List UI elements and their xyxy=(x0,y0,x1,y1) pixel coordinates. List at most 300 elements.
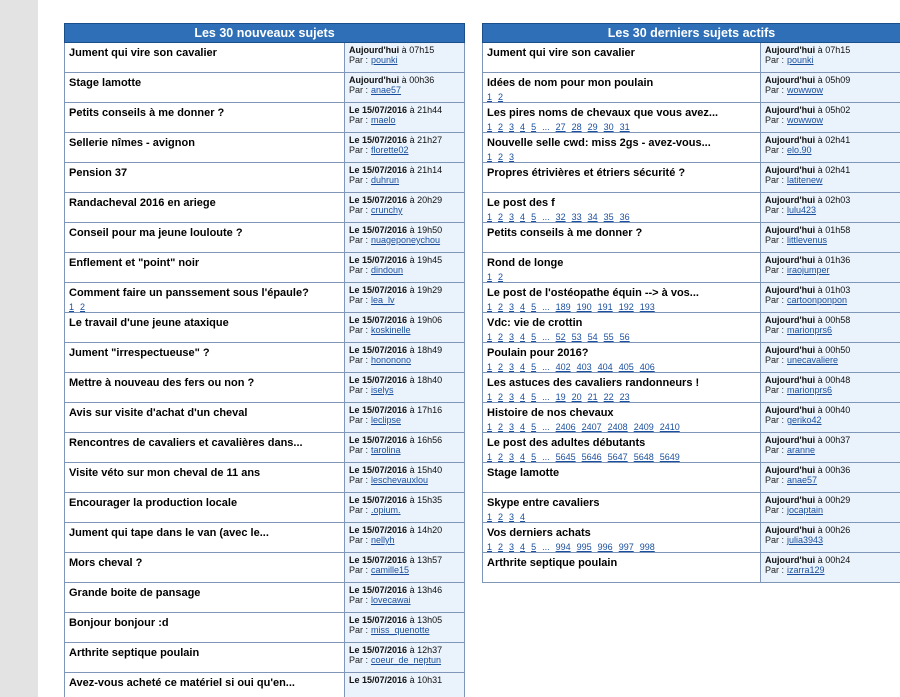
table-row xyxy=(483,403,900,433)
author-link[interactable]: lovecawai xyxy=(371,595,411,605)
author-link[interactable]: lea_lv xyxy=(371,295,395,305)
page-link[interactable]: 52 xyxy=(555,332,566,342)
page-link[interactable]: 2406 xyxy=(555,422,576,432)
page-link[interactable]: 998 xyxy=(639,542,655,552)
post-date: Le 15/07/2016 xyxy=(349,405,408,415)
topic-link[interactable]: Petits conseils à me donner ? xyxy=(487,227,643,239)
author-link[interactable]: koskinelle xyxy=(371,325,411,335)
active-topics-panel xyxy=(482,23,900,583)
table-row xyxy=(65,343,465,373)
topic-link[interactable]: Mors cheval ? xyxy=(69,557,143,569)
post-date-line xyxy=(765,315,900,325)
post-author-line xyxy=(349,175,464,185)
topic-link[interactable]: Poulain pour 2016? xyxy=(487,347,589,359)
page-link[interactable]: 3 xyxy=(509,512,515,522)
topic-link[interactable]: Vdc: vie de crottin xyxy=(487,317,583,329)
post-date: Le 15/07/2016 xyxy=(349,435,408,445)
page-link[interactable]: 29 xyxy=(587,122,598,132)
author-label: Par : xyxy=(349,415,369,425)
page-link[interactable]: 997 xyxy=(618,542,634,552)
page-link[interactable]: 1 xyxy=(487,152,493,162)
last-post-cell xyxy=(345,73,465,103)
page-link[interactable]: 1 xyxy=(487,512,493,522)
post-date: Aujourd'hui xyxy=(765,405,816,415)
table-row xyxy=(65,523,465,553)
page-link[interactable]: 403 xyxy=(576,362,592,372)
post-author-line xyxy=(765,505,900,515)
page-links xyxy=(487,422,756,432)
page-link[interactable]: 35 xyxy=(603,212,614,222)
author-link[interactable]: camille15 xyxy=(371,565,410,575)
page-link[interactable]: 2408 xyxy=(607,422,628,432)
post-date-line xyxy=(765,555,900,565)
topic-cell xyxy=(65,493,345,523)
author-link[interactable]: cartoonponpon xyxy=(787,295,848,305)
page-link[interactable]: 4 xyxy=(520,512,526,522)
post-date-line xyxy=(765,135,900,145)
topic-link[interactable]: Conseil pour ma jeune louloute ? xyxy=(69,227,243,239)
page-link[interactable]: 5648 xyxy=(633,452,654,462)
topic-cell xyxy=(65,523,345,553)
author-link[interactable]: coeur_de_neptun xyxy=(371,655,442,665)
author-link[interactable]: marionprs6 xyxy=(787,385,833,395)
topic-link[interactable]: Rond de longe xyxy=(487,257,564,269)
page-link[interactable]: 3 xyxy=(509,452,515,462)
topic-link[interactable]: Stage lamotte xyxy=(487,467,560,479)
author-link[interactable]: iselys xyxy=(371,385,394,395)
page-link[interactable]: 22 xyxy=(603,392,614,402)
page-link[interactable]: 36 xyxy=(619,212,630,222)
author-label: Par : xyxy=(349,445,369,455)
page-link[interactable]: 2 xyxy=(498,302,504,312)
topic-link[interactable]: Grande boite de pansage xyxy=(69,587,201,599)
topic-link[interactable]: Petits conseils à me donner ? xyxy=(69,107,225,119)
author-link[interactable]: dindoun xyxy=(371,265,404,275)
author-link[interactable]: nuageponeychou xyxy=(371,235,441,245)
post-time: 20h29 xyxy=(417,195,443,205)
page-link[interactable]: 3 xyxy=(509,542,515,552)
table-row xyxy=(65,433,465,463)
topic-link[interactable]: Bonjour bonjour :d xyxy=(69,617,169,629)
page-link[interactable]: 1 xyxy=(487,392,493,402)
post-date-line xyxy=(765,375,900,385)
page-link[interactable]: 2 xyxy=(498,152,504,162)
topic-link[interactable]: Nouvelle selle cwd: miss 2gs - avez-vous... xyxy=(487,137,711,149)
topic-link[interactable]: Jument "irrespectueuse" ? xyxy=(69,347,210,359)
page-link[interactable]: 19 xyxy=(555,392,566,402)
author-link[interactable]: .opium. xyxy=(371,505,401,515)
page-link[interactable]: 53 xyxy=(571,332,582,342)
page-link[interactable]: 2 xyxy=(498,452,504,462)
page-link[interactable]: 32 xyxy=(555,212,566,222)
table-row xyxy=(65,313,465,343)
page-link[interactable]: 5 xyxy=(531,302,537,312)
page-link[interactable]: 56 xyxy=(619,332,630,342)
page-link[interactable]: 5 xyxy=(531,332,537,342)
page-link[interactable]: 5646 xyxy=(581,452,602,462)
topic-link[interactable]: Le post des adultes débutants xyxy=(487,437,646,449)
topic-link[interactable]: Le post des f xyxy=(487,197,555,209)
page-links xyxy=(69,302,340,312)
page-link[interactable]: 1 xyxy=(487,362,493,372)
topic-cell xyxy=(65,433,345,463)
topic-link[interactable]: Idées de nom pour mon poulain xyxy=(487,77,654,89)
page-link[interactable]: 994 xyxy=(555,542,571,552)
author-label: Par : xyxy=(349,655,369,665)
post-date-line xyxy=(349,375,464,385)
page-link[interactable]: 1 xyxy=(69,302,75,312)
author-link[interactable]: aranne xyxy=(787,445,816,455)
topic-link[interactable]: Sellerie nîmes - avignon xyxy=(69,137,195,149)
page-link[interactable]: 2 xyxy=(498,542,504,552)
post-time: 19h45 xyxy=(417,255,443,265)
post-time: 02h41 xyxy=(825,135,851,145)
topic-link[interactable]: Stage lamotte xyxy=(69,77,142,89)
author-link[interactable]: marionprs6 xyxy=(787,325,833,335)
topic-link[interactable]: Pension 37 xyxy=(69,167,128,179)
page-link[interactable]: 4 xyxy=(520,422,526,432)
post-date: Aujourd'hui xyxy=(765,315,816,325)
post-time: 16h56 xyxy=(417,435,443,445)
post-date-line xyxy=(765,525,900,535)
time-separator: à xyxy=(401,75,407,85)
post-date-line xyxy=(349,75,464,85)
author-link[interactable]: tarolina xyxy=(371,445,401,455)
post-author-line xyxy=(349,595,464,605)
post-time: 01h58 xyxy=(825,225,851,235)
post-author-line xyxy=(765,355,900,365)
post-author-line xyxy=(349,55,464,65)
author-link[interactable]: julia3943 xyxy=(787,535,824,545)
post-date-line xyxy=(765,45,900,55)
topic-link[interactable]: Propres étrivières et étriers sécurité ? xyxy=(487,167,686,179)
time-separator: à xyxy=(409,555,415,565)
topic-link[interactable]: Les astuces des cavaliers randonneurs ! xyxy=(487,377,700,389)
topic-link[interactable]: Le travail d'une jeune ataxique xyxy=(69,317,229,329)
topic-cell xyxy=(483,193,761,223)
author-label: Par : xyxy=(349,475,369,485)
author-link[interactable]: hononono xyxy=(371,355,412,365)
post-date-line xyxy=(765,435,900,445)
page-link[interactable]: 5 xyxy=(531,122,537,132)
topic-link[interactable]: Rencontres de cavaliers et cavalières dans... xyxy=(69,437,303,449)
page-link[interactable]: 5 xyxy=(531,212,537,222)
last-post-cell xyxy=(345,403,465,433)
page-link[interactable]: 4 xyxy=(520,332,526,342)
post-time: 21h27 xyxy=(417,135,443,145)
last-post-cell xyxy=(761,103,900,133)
page-link[interactable]: 190 xyxy=(576,302,592,312)
page-link[interactable]: 2409 xyxy=(633,422,654,432)
page-link[interactable]: 1 xyxy=(487,122,493,132)
topic-link[interactable]: Avis sur visite d'achat d'un cheval xyxy=(69,407,248,419)
page-link[interactable]: 5 xyxy=(531,452,537,462)
page-link[interactable]: 4 xyxy=(520,452,526,462)
page-link[interactable]: 4 xyxy=(520,542,526,552)
page-link[interactable]: 1 xyxy=(487,422,493,432)
time-separator: à xyxy=(409,105,415,115)
last-post-cell xyxy=(345,313,465,343)
topic-link[interactable]: Arthrite septique poulain xyxy=(487,557,618,569)
page-link[interactable]: 2 xyxy=(498,212,504,222)
author-label: Par : xyxy=(765,505,785,515)
time-separator: à xyxy=(409,525,415,535)
post-author-line xyxy=(349,145,464,155)
post-author-line xyxy=(349,265,464,275)
page-links xyxy=(487,452,756,462)
post-date-line xyxy=(765,225,900,235)
post-time: 10h31 xyxy=(417,675,443,685)
author-label: Par : xyxy=(349,235,369,245)
topic-link[interactable]: Skype entre cavaliers xyxy=(487,497,600,509)
page-link[interactable]: 4 xyxy=(520,362,526,372)
page-link[interactable]: 4 xyxy=(520,392,526,402)
author-link[interactable]: anae57 xyxy=(371,85,402,95)
table-row xyxy=(65,373,465,403)
topic-cell xyxy=(483,373,761,403)
author-link[interactable]: miss_quenotte xyxy=(371,625,430,635)
author-link[interactable]: littlevenus xyxy=(787,235,828,245)
page-link[interactable]: 2 xyxy=(498,362,504,372)
page-link[interactable]: 404 xyxy=(597,362,613,372)
page-link[interactable]: 2 xyxy=(498,92,504,102)
topic-link[interactable]: Jument qui tape dans le van (avec le... xyxy=(69,527,269,539)
author-label: Par : xyxy=(349,505,369,515)
page-link[interactable]: 3 xyxy=(509,392,515,402)
post-date-line xyxy=(765,285,900,295)
page-link[interactable]: 34 xyxy=(587,212,598,222)
page-link[interactable]: 193 xyxy=(639,302,655,312)
page-link[interactable]: 996 xyxy=(597,542,613,552)
author-link[interactable]: duhrun xyxy=(371,175,400,185)
topic-link[interactable]: Randacheval 2016 en ariege xyxy=(69,197,216,209)
post-date: Aujourd'hui xyxy=(765,225,816,235)
page-link[interactable]: 55 xyxy=(603,332,614,342)
page-link[interactable]: 2 xyxy=(80,302,86,312)
post-author-line xyxy=(765,565,900,575)
author-link[interactable]: leschevauxlou xyxy=(371,475,429,485)
page-link[interactable]: 2 xyxy=(498,122,504,132)
author-link[interactable]: florette02 xyxy=(371,145,409,155)
page-link[interactable]: 3 xyxy=(509,362,515,372)
post-date-line xyxy=(349,585,464,595)
table-row xyxy=(65,253,465,283)
page-link[interactable]: 23 xyxy=(619,392,630,402)
page-link[interactable]: 1 xyxy=(487,452,493,462)
page-link[interactable]: 3 xyxy=(509,302,515,312)
page-link[interactable]: 20 xyxy=(571,392,582,402)
page-link[interactable]: 5645 xyxy=(555,452,576,462)
page-link[interactable]: 1 xyxy=(487,92,493,102)
page-link[interactable]: 2 xyxy=(498,272,504,282)
time-separator: à xyxy=(817,285,823,295)
table-row xyxy=(483,343,900,373)
page-link[interactable]: 189 xyxy=(555,302,571,312)
author-link[interactable]: crunchy xyxy=(371,205,403,215)
post-date: Le 15/07/2016 xyxy=(349,555,408,565)
page-link[interactable]: 191 xyxy=(597,302,613,312)
page-link[interactable]: 3 xyxy=(509,212,515,222)
author-link[interactable]: latitenew xyxy=(787,175,823,185)
table-row xyxy=(483,133,900,163)
last-post-cell xyxy=(345,643,465,673)
author-link[interactable]: iraojumper xyxy=(787,265,830,275)
page-link[interactable]: 33 xyxy=(571,212,582,222)
page-link[interactable]: 2 xyxy=(498,392,504,402)
author-link[interactable]: anae57 xyxy=(787,475,818,485)
author-link[interactable]: maelo xyxy=(371,115,396,125)
post-author-line xyxy=(765,265,900,275)
topic-link[interactable]: Vos derniers achats xyxy=(487,527,591,539)
post-time: 02h03 xyxy=(825,195,851,205)
post-author-line xyxy=(349,355,464,365)
page-links xyxy=(487,362,756,372)
last-post-cell xyxy=(761,523,900,553)
time-separator: à xyxy=(817,135,823,145)
topic-link[interactable]: Visite véto sur mon cheval de 11 ans xyxy=(69,467,261,479)
page-link[interactable]: 28 xyxy=(571,122,582,132)
author-link[interactable]: leclipse xyxy=(371,415,402,425)
page-link[interactable]: 3 xyxy=(509,152,515,162)
author-link[interactable]: unecavaliere xyxy=(787,355,839,365)
time-separator: à xyxy=(409,135,415,145)
table-row xyxy=(483,373,900,403)
page-ellipsis: ... xyxy=(542,332,550,342)
author-label: Par : xyxy=(349,565,369,575)
page-link[interactable]: 5 xyxy=(531,542,537,552)
page-link[interactable]: 1 xyxy=(487,302,493,312)
time-separator: à xyxy=(409,315,415,325)
page-link[interactable]: 1 xyxy=(487,212,493,222)
page-link[interactable]: 402 xyxy=(555,362,571,372)
author-label: Par : xyxy=(349,535,369,545)
topic-link[interactable]: Histoire de nos chevaux xyxy=(487,407,614,419)
author-label: Par : xyxy=(349,85,369,95)
table-row xyxy=(65,103,465,133)
page-link[interactable]: 5 xyxy=(531,392,537,402)
page-link[interactable]: 30 xyxy=(603,122,614,132)
page-link[interactable]: 2410 xyxy=(659,422,680,432)
last-post-cell xyxy=(761,43,900,73)
author-link[interactable]: jocaptain xyxy=(787,505,824,515)
post-author-line xyxy=(765,115,900,125)
page-link[interactable]: 21 xyxy=(587,392,598,402)
page-link[interactable]: 4 xyxy=(520,302,526,312)
page-link[interactable]: 1 xyxy=(487,542,493,552)
page-link[interactable]: 4 xyxy=(520,212,526,222)
topic-cell xyxy=(483,313,761,343)
page-link[interactable]: 27 xyxy=(555,122,566,132)
post-author-line xyxy=(349,565,464,575)
page-link[interactable]: 406 xyxy=(639,362,655,372)
topic-cell xyxy=(65,673,345,697)
author-link[interactable]: pounki xyxy=(787,55,814,65)
page-link[interactable]: 995 xyxy=(576,542,592,552)
page-link[interactable]: 1 xyxy=(487,332,493,342)
time-separator: à xyxy=(409,285,415,295)
table-row xyxy=(65,613,465,643)
last-post-cell xyxy=(761,313,900,343)
page-link[interactable]: 3 xyxy=(509,122,515,132)
post-time: 21h14 xyxy=(417,165,443,175)
topic-link[interactable]: Mettre à nouveau des fers ou non ? xyxy=(69,377,255,389)
topic-cell xyxy=(65,463,345,493)
author-link[interactable]: pounki xyxy=(371,55,398,65)
last-post-cell xyxy=(761,403,900,433)
last-post-cell xyxy=(761,283,900,313)
topic-link[interactable]: Enflement et "point" noir xyxy=(69,257,200,269)
time-separator: à xyxy=(409,195,415,205)
author-link[interactable]: lulu423 xyxy=(787,205,817,215)
page-link[interactable]: 2 xyxy=(498,422,504,432)
post-author-line xyxy=(349,625,464,635)
page-link[interactable]: 4 xyxy=(520,122,526,132)
post-time: 18h49 xyxy=(417,345,443,355)
topic-link[interactable]: Jument qui vire son cavalier xyxy=(487,47,635,59)
topic-link[interactable]: Encourager la production locale xyxy=(69,497,238,509)
post-date-line xyxy=(349,525,464,535)
post-date: Le 15/07/2016 xyxy=(349,135,408,145)
topic-link[interactable]: Jument qui vire son cavalier xyxy=(69,47,217,59)
topic-link[interactable]: Les pires noms de chevaux que vous avez... xyxy=(487,107,719,119)
topic-link[interactable]: Arthrite septique poulain xyxy=(69,647,200,659)
post-author-line xyxy=(765,205,900,215)
page-link[interactable]: 1 xyxy=(487,272,493,282)
page-link[interactable]: 3 xyxy=(509,332,515,342)
page-link[interactable]: 192 xyxy=(618,302,634,312)
time-separator: à xyxy=(817,525,823,535)
page-link[interactable]: 3 xyxy=(509,422,515,432)
author-link[interactable]: izarra129 xyxy=(787,565,825,575)
time-separator: à xyxy=(817,465,823,475)
page-links xyxy=(487,122,756,132)
author-link[interactable]: nellyh xyxy=(371,535,395,545)
topic-cell xyxy=(483,343,761,373)
page-link[interactable]: 54 xyxy=(587,332,598,342)
author-link[interactable]: wowwow xyxy=(787,85,824,95)
post-author-line xyxy=(349,475,464,485)
table-row xyxy=(483,523,900,553)
author-link[interactable]: wowwow xyxy=(787,115,824,125)
page-link[interactable]: 405 xyxy=(618,362,634,372)
page-link[interactable]: 5 xyxy=(531,422,537,432)
page-link[interactable]: 2407 xyxy=(581,422,602,432)
last-post-cell xyxy=(761,493,900,523)
page-link[interactable]: 2 xyxy=(498,332,504,342)
post-author-line xyxy=(349,205,464,215)
post-time: 00h37 xyxy=(825,435,851,445)
author-label: Par : xyxy=(765,145,785,155)
last-post-cell xyxy=(345,163,465,193)
topic-link[interactable]: Comment faire un panssement sous l'épaule? xyxy=(69,287,309,299)
post-date: Aujourd'hui xyxy=(765,255,816,265)
post-time: 13h05 xyxy=(417,615,443,625)
page-link[interactable]: 5649 xyxy=(659,452,680,462)
author-link[interactable]: elo.90 xyxy=(787,145,812,155)
page-link[interactable]: 5647 xyxy=(607,452,628,462)
last-post-cell xyxy=(345,283,465,313)
author-link[interactable]: geriko42 xyxy=(787,415,822,425)
table-row xyxy=(65,643,465,673)
topic-link[interactable]: Le post de l'ostéopathe équin --> à vos... xyxy=(487,287,699,299)
post-date-line xyxy=(349,315,464,325)
page-background xyxy=(38,0,900,697)
page-link[interactable]: 5 xyxy=(531,362,537,372)
page-link[interactable]: 2 xyxy=(498,512,504,522)
topic-link[interactable]: Avez-vous acheté ce matériel si oui qu'en... xyxy=(69,677,295,689)
page-link[interactable]: 31 xyxy=(619,122,630,132)
post-author-line xyxy=(765,475,900,485)
